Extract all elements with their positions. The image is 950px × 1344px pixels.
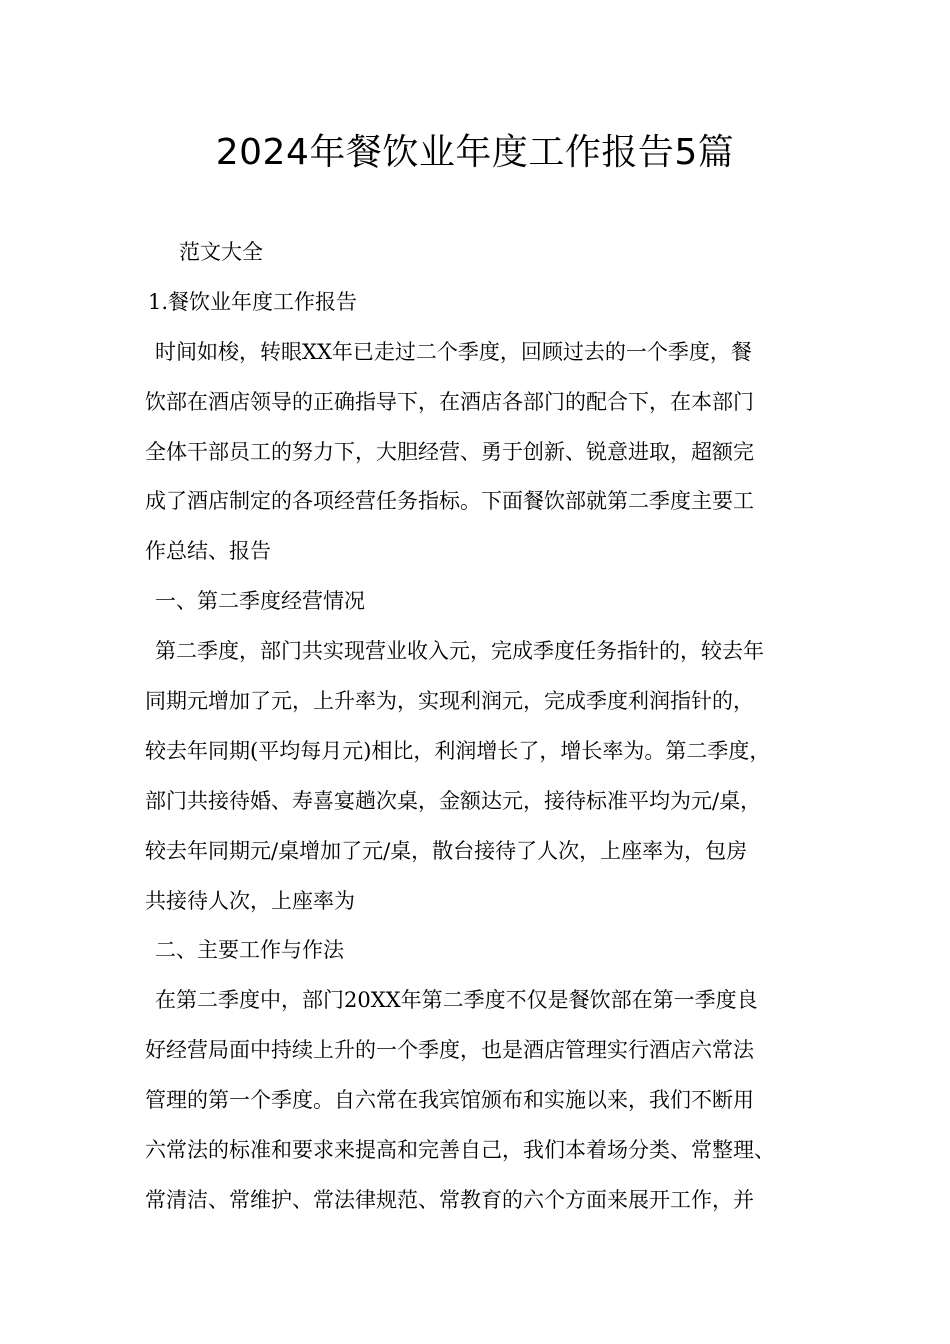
paragraph-line: 好经营局面中持续上升的一个季度，也是酒店管理实行酒店六常法 (145, 1038, 754, 1063)
paragraph-line: 饮部在酒店领导的正确指导下，在酒店各部门的配合下，在本部门 (145, 389, 754, 414)
paragraph-line: 全体干部员工的努力下，大胆经营、勇于创新、锐意进取，超额完 (145, 439, 754, 464)
section-heading: 二、主要工作与作法 (155, 938, 344, 963)
paragraph-line: 第二季度，部门共实现营业收入元，完成季度任务指针的，较去年 (155, 639, 764, 664)
document-title: 2024年餐饮业年度工作报告5篇 (215, 132, 735, 173)
paragraph-line: 六常法的标准和要求来提高和完善自己，我们本着场分类、常整理、 (145, 1138, 775, 1163)
doc-source-label: 范文大全 (179, 240, 263, 264)
section-heading: 一、第二季度经营情况 (155, 589, 365, 614)
paragraph-line: 时间如梭，转眼XX年已走过二个季度，回顾过去的一个季度，餐 (155, 339, 752, 364)
section-heading: 1.餐饮业年度工作报告 (148, 289, 358, 314)
paragraph-line: 成了酒店制定的各项经营任务指标。下面餐饮部就第二季度主要工 (145, 489, 754, 514)
paragraph-line: 作总结、报告 (145, 539, 271, 564)
paragraph-line: 较去年同期(平均每月元)相比，利润增长了，增长率为。第二季度， (145, 738, 771, 763)
paragraph-line: 共接待人次，上座率为 (145, 888, 355, 913)
paragraph-line: 部门共接待婚、寿喜宴趟次桌，金额达元，接待标准平均为元/桌， (145, 788, 762, 813)
paragraph-line: 在第二季度中，部门20XX年第二季度不仅是餐饮部在第一季度良 (155, 988, 758, 1013)
paragraph-line: 同期元增加了元，上升率为，实现利润元，完成季度利润指针的， (145, 689, 754, 714)
paragraph-line: 较去年同期元/桌增加了元/桌，散台接待了人次，上座率为，包房 (145, 838, 748, 863)
paragraph-line: 管理的第一个季度。自六常在我宾馆颁布和实施以来，我们不断用 (145, 1088, 754, 1113)
paragraph-line: 常清洁、常维护、常法律规范、常教育的六个方面来展开工作，并 (145, 1187, 754, 1212)
document-body (145, 228, 815, 1226)
